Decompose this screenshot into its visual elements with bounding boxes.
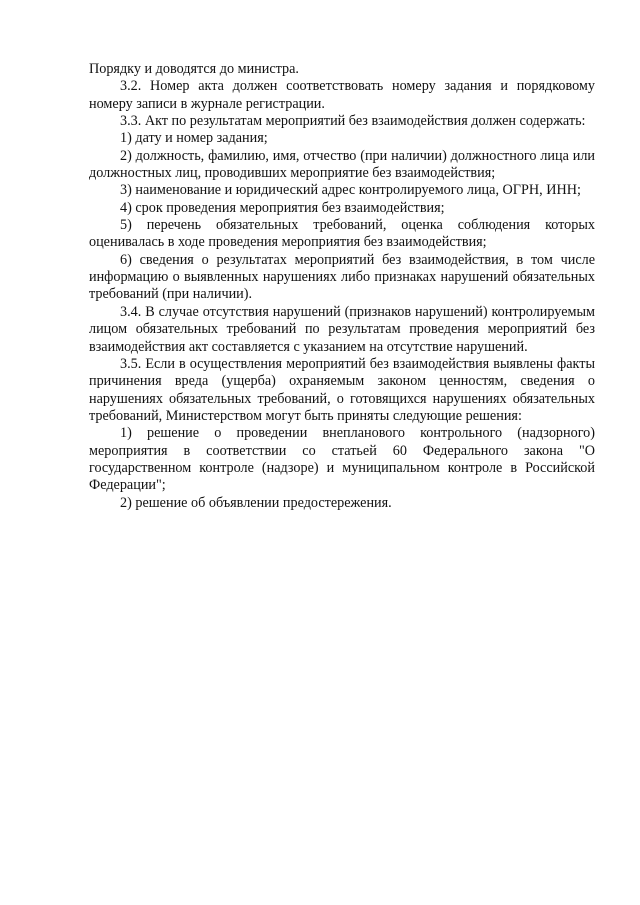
paragraph-3-2: 3.2. Номер акта должен соответствовать номеру задания и порядковому номеру записи в журнале регистрации. (89, 78, 595, 112)
list-item-6: 6) сведения о результатах мероприятий без взаимодействия, в том числе информацию о выявленных нарушениях либо признаках нарушений обязательных требований (при наличии). (89, 251, 595, 303)
paragraph-3-4: 3.4. В случае отсутствия нарушений (признаков нарушений) контролируемым лицом обязательных требований по результатам проведения мероприятий без взаимодействия акт составляется с указанием на отсутствие нарушений. (89, 303, 595, 355)
list-item-4: 4) срок проведения мероприятия без взаимодействия; (120, 199, 445, 216)
decision-item-1: 1) решение о проведении внепланового контрольного (надзорного) мероприятия в соответствии со статьей 60 Федерального закона "О государственном контроле (надзоре) и муниципальном контроле в Российской Федерации"; (89, 425, 595, 494)
list-item-3: 3) наименование и юридический адрес контролируемого лица, ОГРН, ИНН; (120, 182, 581, 199)
paragraph-continuation: Порядку и доводятся до министра. (89, 61, 299, 77)
decision-item-2: 2) решение об объявлении предостережения. (120, 494, 392, 511)
document-body (89, 61, 595, 512)
paragraph-3-5: 3.5. Если в осуществления мероприятий без взаимодействия выявлены факты причинения вреда (ущерба) охраняемым законом ценностям, сведения о нарушениях обязательных требований, о готовящихся нарушениях обязательных требований, Министерством могут быть приняты следующие решения: (89, 355, 595, 424)
list-item-2: 2) должность, фамилию, имя, отчество (при наличии) должностного лица или должностных лиц, проводивших мероприятие без взаимодействия; (89, 147, 595, 182)
list-item-1: 1) дату и номер задания; (120, 130, 268, 147)
paragraph-3-3: 3.3. Акт по результатам мероприятий без взаимодействия должен содержать: (120, 113, 586, 130)
list-item-5: 5) перечень обязательных требований, оценка соблюдения которых оценивалась в ходе проведения мероприятия без взаимодействия; (89, 217, 595, 251)
